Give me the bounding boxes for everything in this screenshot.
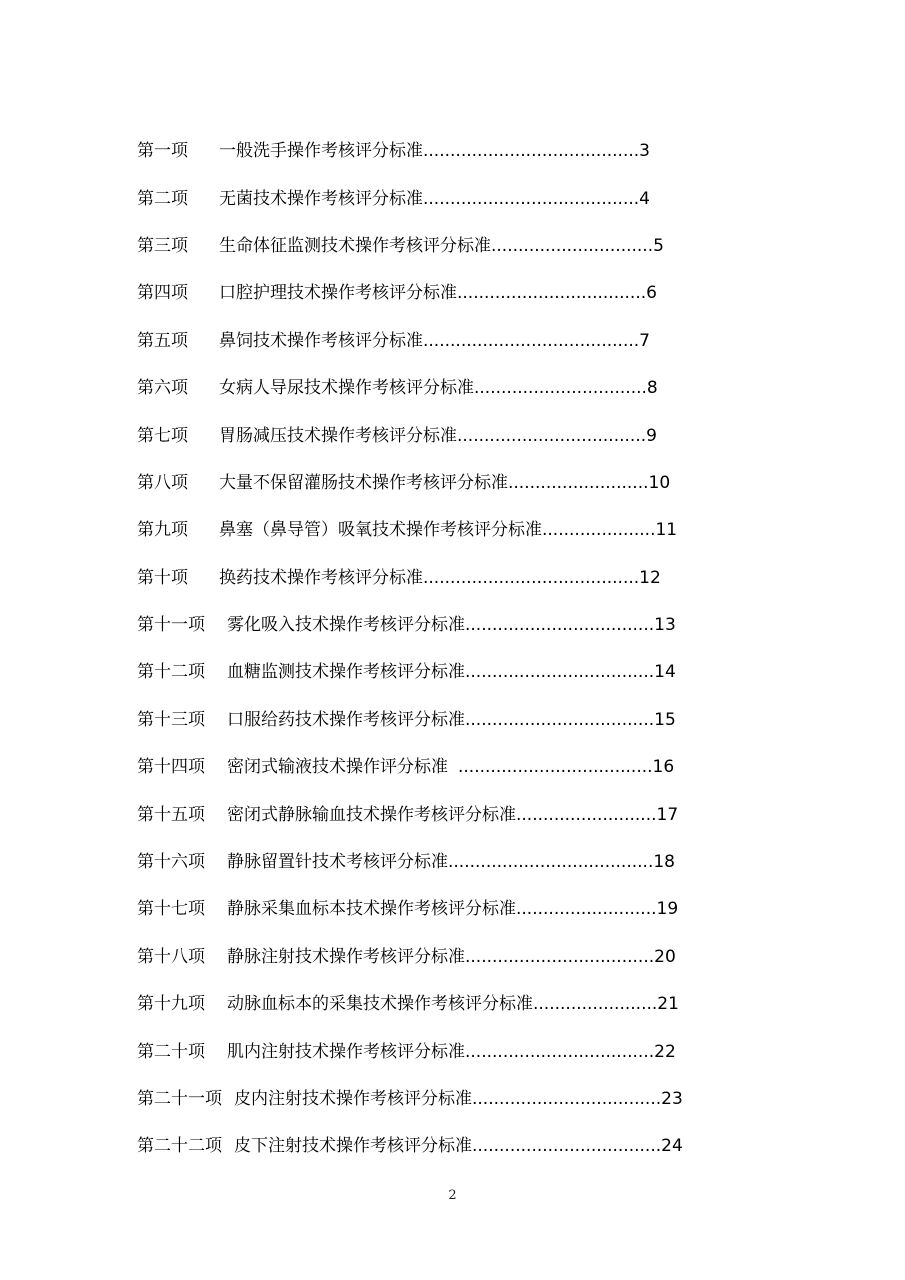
toc-leader-dots: ...................................: [457, 425, 647, 446]
toc-entry-number: 第十项: [137, 567, 188, 588]
toc-entry[interactable]: [137, 1028, 817, 1075]
toc-entry[interactable]: [137, 460, 817, 507]
toc-entry[interactable]: [137, 128, 817, 175]
toc-entry-number: 第一项: [137, 141, 188, 162]
toc-entry-number: 第二项: [137, 188, 188, 209]
toc-entry[interactable]: [137, 839, 817, 886]
toc-entry-page: 12: [639, 567, 661, 588]
toc-entry-number: 第五项: [137, 330, 188, 351]
page-number: 2: [448, 1188, 457, 1203]
toc-entry[interactable]: [137, 365, 817, 412]
toc-entry-number: 第九项: [137, 520, 188, 541]
toc-entry-number: 第七项: [137, 425, 188, 446]
toc-entry-number: 第二十项: [137, 1041, 205, 1062]
toc-entry-number: 第十七项: [137, 899, 205, 920]
toc-leader-dots: ...................................: [472, 1089, 662, 1109]
toc-entry-title: 鼻塞（鼻导管）吸氧技术操作考核评分标准: [219, 520, 542, 541]
toc-entry-page: 21: [657, 994, 679, 1015]
toc-entry-page: 13: [654, 615, 676, 636]
toc-entry[interactable]: [137, 602, 817, 649]
toc-leader-dots: ..............................: [491, 235, 654, 256]
toc-entry-number: 第十三项: [137, 709, 205, 730]
toc-entry-title: 鼻饲技术操作考核评分标准: [219, 330, 423, 351]
toc-entry-title: 无菌技术操作考核评分标准: [219, 188, 423, 209]
toc-leader-dots: ..........................: [508, 472, 649, 493]
toc-entry-page: 8: [646, 378, 658, 399]
toc-entry[interactable]: [137, 270, 817, 317]
toc-entry[interactable]: [137, 934, 817, 981]
toc-entry-page: 15: [654, 709, 676, 730]
toc-entry-title: 女病人导尿技术操作考核评分标准: [219, 378, 474, 399]
toc-entry[interactable]: [137, 886, 817, 933]
toc-leader-dots: ...................................: [465, 615, 655, 636]
toc-entry-number: 第十一项: [137, 615, 205, 636]
toc-leader-dots: .....................: [542, 520, 656, 541]
toc-entry-page: 7: [639, 330, 650, 351]
toc-entry-number: 第十四项: [137, 757, 205, 778]
toc-entry-page: 5: [653, 235, 664, 256]
toc-leader-dots: ................................: [474, 378, 647, 399]
toc-leader-dots: ...................................: [465, 709, 655, 730]
toc-entry[interactable]: [137, 412, 817, 459]
toc-entry-number: 第十八项: [137, 946, 205, 967]
toc-entry-title: 肌内注射技术操作考核评分标准: [227, 1041, 465, 1062]
toc-entry-page: 11: [655, 520, 678, 541]
toc-entry-page: 18: [653, 852, 675, 873]
toc-entry-number: 第二十一项: [137, 1089, 222, 1109]
toc-entry[interactable]: [137, 555, 817, 602]
toc-entry-title: 一般洗手操作考核评分标准: [219, 141, 423, 162]
toc-entry[interactable]: [137, 697, 817, 744]
toc-entry-title: 胃肠减压技术操作考核评分标准: [219, 425, 457, 446]
toc-entry[interactable]: [137, 175, 817, 222]
toc-entry-title: 密闭式静脉输血技术操作考核评分标准: [227, 804, 516, 825]
toc-entry-title: 皮内注射技术操作考核评分标准: [234, 1089, 472, 1109]
toc-leader-dots: ........................................: [423, 330, 640, 351]
toc-entry-page: 24: [661, 1136, 683, 1157]
toc-leader-dots: ......................................: [448, 852, 654, 873]
toc-entry[interactable]: [137, 981, 817, 1028]
toc-leader-dots: ..........................: [516, 899, 657, 920]
toc-leader-dots: ...................................: [472, 1136, 662, 1157]
toc-entry-number: 第十二项: [137, 662, 205, 683]
toc-leader-dots: ...................................: [465, 1041, 655, 1062]
toc-entry-title: 口服给药技术操作考核评分标准: [227, 709, 465, 730]
toc-entry-title: 静脉留置针技术考核评分标准: [227, 852, 448, 873]
toc-entry-page: 17: [656, 804, 679, 825]
toc-entry-number: 第八项: [137, 472, 188, 493]
toc-leader-dots: ..........................: [516, 804, 657, 825]
toc-entry-page: 23: [661, 1089, 683, 1109]
toc-entry-page: 9: [646, 425, 657, 446]
toc-entry[interactable]: [137, 1123, 817, 1170]
toc-entry-number: 第十六项: [137, 852, 205, 873]
toc-entry[interactable]: [137, 507, 817, 554]
toc-entry-page: 16: [652, 757, 675, 778]
toc-leader-dots: ....................................: [458, 757, 653, 778]
toc-leader-dots: .......................: [533, 994, 658, 1015]
table-of-contents: [137, 128, 817, 1171]
toc-entry[interactable]: [137, 791, 817, 838]
toc-entry-title: 静脉注射技术操作考核评分标准: [227, 946, 465, 967]
toc-entry-title: 雾化吸入技术操作考核评分标准: [227, 615, 465, 636]
toc-entry[interactable]: [137, 744, 817, 791]
toc-entry-title: 皮下注射技术操作考核评分标准: [234, 1136, 472, 1157]
toc-entry[interactable]: [137, 649, 817, 696]
toc-entry-title: 口腔护理技术操作考核评分标准: [219, 283, 457, 304]
toc-leader-dots: ...................................: [457, 283, 647, 304]
toc-leader-dots: ........................................: [423, 567, 640, 588]
toc-entry-page: 19: [656, 899, 679, 920]
toc-entry-page: 22: [654, 1041, 676, 1062]
toc-entry-page: 10: [648, 472, 671, 493]
toc-entry-number: 第六项: [137, 378, 188, 399]
toc-entry[interactable]: [137, 318, 817, 365]
toc-entry[interactable]: [137, 223, 817, 270]
toc-entry[interactable]: [137, 1076, 817, 1123]
toc-entry-title: 大量不保留灌肠技术操作考核评分标准: [219, 472, 508, 493]
toc-entry-title: 动脉血标本的采集技术操作考核评分标准: [227, 994, 533, 1015]
toc-entry-number: 第十五项: [137, 804, 205, 825]
toc-entry-page: 4: [639, 188, 650, 209]
toc-entry-title: 生命体征监测技术操作考核评分标准: [219, 235, 491, 256]
toc-entry-title: 密闭式输液技术操作评分标准: [227, 757, 448, 778]
toc-leader-dots: ........................................: [423, 188, 640, 209]
toc-entry-number: 第三项: [137, 235, 188, 256]
toc-leader-dots: ........................................: [423, 141, 640, 162]
toc-entry-number: 第四项: [137, 283, 188, 304]
toc-entry-number: 第十九项: [137, 994, 205, 1015]
toc-entry-title: 静脉采集血标本技术操作考核评分标准: [227, 899, 516, 920]
toc-entry-page: 6: [646, 283, 657, 304]
toc-leader-dots: ...................................: [465, 946, 655, 967]
toc-entry-title: 血糖监测技术操作考核评分标准: [227, 662, 465, 683]
toc-entry-title: 换药技术操作考核评分标准: [219, 567, 423, 588]
toc-leader-dots: ...................................: [465, 662, 655, 683]
toc-entry-page: 20: [654, 946, 676, 967]
toc-entry-page: 3: [639, 141, 650, 162]
toc-entry-page: 14: [654, 662, 676, 683]
toc-entry-number: 第二十二项: [137, 1136, 222, 1157]
